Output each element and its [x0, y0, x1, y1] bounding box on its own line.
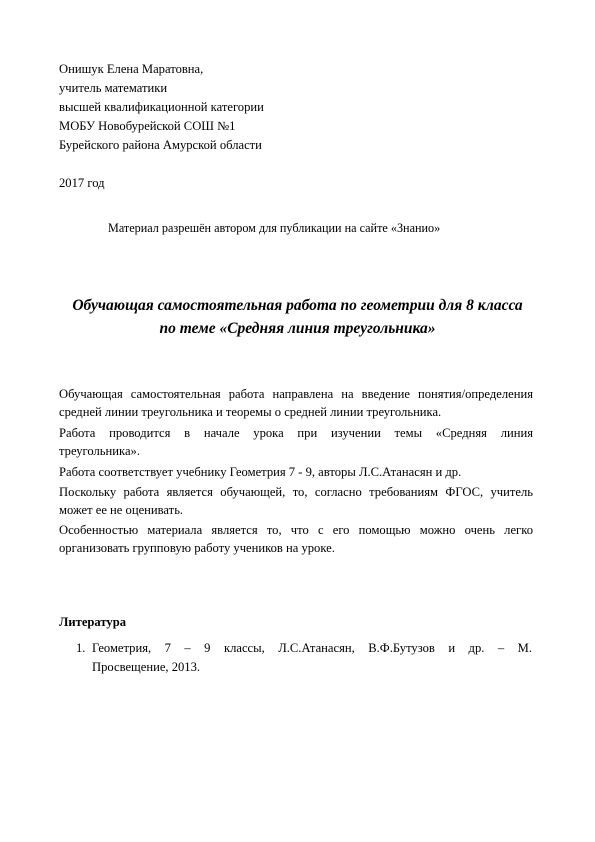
- paragraph-2-line-2: треугольника».: [59, 444, 140, 458]
- paragraph-1-line-1: Обучающая самостоятельная работа направлена на введение понятия/определения: [59, 387, 533, 401]
- paragraph-5-line-1: Особенностью материала является то, что с его помощью можно очень легко: [59, 523, 533, 537]
- literature-item-line-1: Геометрия, 7 – 9 классы, Л.С.Атанасян, В.Ф.Бутузов и др. – М.: [92, 641, 532, 655]
- paragraph-5-line-2: организовать групповую работу учеников на уроке.: [59, 541, 335, 555]
- author-position: учитель математики: [59, 81, 168, 95]
- paragraph-4-line-1: Поскольку работа является обучающей, то, согласно требованиям ФГОС, учитель: [59, 485, 533, 499]
- document-title-line-1: Обучающая самостоятельная работа по геометрии для 8 класса: [72, 297, 523, 314]
- author-name: Онишук Елена Маратовна,: [59, 62, 204, 76]
- literature-item-line-2: Просвещение, 2013.: [92, 660, 201, 674]
- document-year: 2017 год: [59, 176, 105, 190]
- author-district: Бурейского района Амурской области: [59, 138, 262, 152]
- author-category: высшей квалификационной категории: [59, 100, 264, 114]
- paragraph-1-line-2: средней линии треугольника и теоремы о средней линии треугольника.: [59, 405, 442, 419]
- literature-item-number: 1.: [76, 641, 86, 655]
- paragraph-3: Работа соответствует учебнику Геометрия 7 - 9, авторы Л.С.Атанасян и др.: [59, 465, 462, 479]
- document-title-line-2: по теме «Средняя линия треугольника»: [159, 320, 436, 337]
- paragraph-2-line-1: Работа проводится в начале урока при изучении темы «Средняя линия: [59, 426, 533, 440]
- author-school: МОБУ Новобурейской СОШ №1: [59, 119, 236, 133]
- literature-heading: Литература: [59, 615, 127, 629]
- publication-notice: Материал разрешён автором для публикации на сайте «Знанио»: [108, 221, 441, 235]
- paragraph-4-line-2: может ее не оценивать.: [59, 503, 184, 517]
